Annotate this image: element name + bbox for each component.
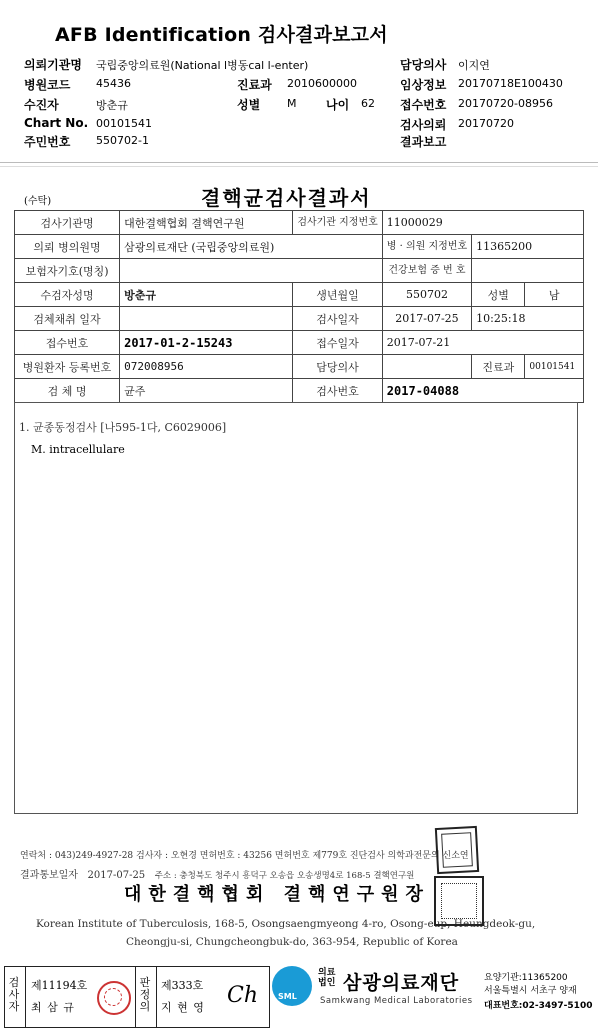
table-row: [15, 331, 584, 355]
brand-english: Samkwang Medical Laboratories: [320, 996, 473, 1006]
cell-value: 10:25:18: [472, 307, 584, 331]
table-row: [15, 283, 584, 307]
cell-label: 생년월일: [293, 283, 382, 307]
field-value-requester: 국립중앙의료원(National l병동cal l-enter): [96, 59, 309, 72]
field-value-receipt-no: 20170720-08956: [458, 97, 553, 110]
field-value-chart-no: 00101541: [96, 117, 152, 130]
cell-value: [120, 259, 383, 283]
director-seal: [434, 876, 484, 926]
cell-label: 검체채취 일자: [15, 307, 120, 331]
field-label-request-date: 검사의뢰: [400, 118, 447, 132]
cell-value: 550702: [382, 283, 471, 307]
table-row: [15, 235, 584, 259]
header-divider: [0, 162, 598, 163]
cell-label: 의뢰 병의원명: [15, 235, 120, 259]
field-label-patient: 수진자: [24, 98, 59, 112]
report-title: AFB Identification 검사결과보고서: [55, 24, 388, 46]
cell-value: 11000029: [382, 211, 583, 235]
inspector-label: 검사자: [8, 976, 20, 1013]
footer-organization: 대한결핵협회 결핵연구원장: [124, 884, 430, 905]
cell-label: 담당의사: [293, 355, 382, 379]
cell-value: 00101541: [525, 355, 584, 379]
cell-label: 접수일자: [293, 331, 382, 355]
field-label-hospital-code: 병원코드: [24, 78, 71, 92]
header-divider-2: [0, 166, 598, 167]
table-row: [15, 379, 584, 403]
cell-label: 성별: [472, 283, 525, 307]
cell-value: 방춘규: [120, 283, 293, 307]
table-row: [15, 355, 584, 379]
table-row: [15, 211, 584, 235]
cell-label: 접수번호: [15, 331, 120, 355]
consignment-tag: (수탁): [24, 196, 52, 207]
field-label-doctor: 담당의사: [400, 58, 447, 72]
logo-text: SML: [278, 992, 297, 1001]
footer-address: 주소 : 충청북도 청주시 흥덕구 오송읍 오송생명4로 168-5 결핵연구원: [154, 871, 415, 881]
field-label-report-date: 결과보고: [400, 135, 447, 149]
footer-date: 2017-07-25: [87, 870, 146, 881]
field-label-receipt-no: 접수번호: [400, 98, 447, 112]
field-label-resident-no: 주민번호: [24, 135, 71, 149]
divider: [156, 967, 157, 1027]
cell-value: 2017-01-2-15243: [120, 331, 293, 355]
scanned-report: [6, 172, 586, 962]
divider: [25, 967, 26, 1027]
cell-value: 삼광의료재단 (국립중앙의료원): [120, 235, 383, 259]
brand-prefix: 의료 법인: [318, 968, 336, 988]
field-label-requester: 의뢰기관명: [24, 58, 82, 72]
table-row: [15, 259, 584, 283]
footer-date-label: 결과통보일자: [20, 870, 78, 881]
cell-label: 검 체 명: [15, 379, 120, 403]
field-value-doctor: 이지연: [458, 59, 490, 72]
cell-value: [382, 355, 471, 379]
brand-name: 삼광의료재단: [343, 972, 460, 994]
cell-label: 병원환자 등록번호: [15, 355, 120, 379]
field-label-dept: 진료과: [237, 78, 272, 92]
field-value-sex: M: [287, 97, 297, 110]
signature-box: [4, 966, 270, 1028]
footer-contact: 연락처 : 043)249-4927-28 검사자 : 오현경 면허번호 : 43256 면허번호 제779호 진단검사 의학과전문의 신소연: [20, 851, 469, 861]
confirm-name: 지 현 영: [161, 1001, 205, 1014]
cell-label: 건강보험 증 번 호: [382, 259, 471, 283]
cell-value: 072008956: [120, 355, 293, 379]
report-header: [0, 0, 598, 162]
institution-code: 요양기관:11365200: [484, 973, 568, 983]
bottom-strip: [0, 962, 598, 1031]
cell-value: 2017-04088: [382, 379, 583, 403]
cell-label: 병 · 의원 지정번호: [382, 235, 471, 259]
divider: [135, 967, 136, 1027]
field-label-sex: 성별: [237, 98, 261, 112]
cell-label: 검사기관 지정번호: [293, 211, 382, 235]
confirm-label: 판정의: [139, 976, 151, 1013]
footer-english-address-2: Cheongju-si, Chungcheongbuk-do, 363-954, Republic of Korea: [126, 936, 458, 948]
confirm-number: 제333호: [161, 979, 204, 992]
field-value-hospital-code: 45436: [96, 77, 131, 90]
cell-label: 수검자성명: [15, 283, 120, 307]
inspector-seal: [97, 981, 131, 1015]
cell-value: 2017-07-25: [382, 307, 471, 331]
institution-phone: 대표번호:02-3497-5100: [484, 1001, 593, 1011]
table-row: [15, 307, 584, 331]
cell-label: 검사기관명: [15, 211, 120, 235]
cell-value: 11365200: [472, 235, 584, 259]
info-table: [14, 210, 584, 403]
doctor-signature: Ch: [227, 983, 259, 1008]
cell-label: 진료과: [472, 355, 525, 379]
cell-value: [472, 259, 584, 283]
field-label-clinical-info: 임상정보: [400, 78, 447, 92]
footer-date-line: [20, 866, 414, 881]
cell-label: 검사일자: [293, 307, 382, 331]
field-value-age: 62: [361, 97, 375, 110]
cell-label: 보험자기호(명칭): [15, 259, 120, 283]
document-title: 결핵균검사결과서: [201, 186, 372, 210]
official-seal: [435, 826, 479, 874]
footer-english-address-1: Korean Institute of Tuberculosis, 168-5, Osongsaengmyeong 4-ro, Osong-eup, Heungdeok-gu,: [36, 918, 536, 930]
field-label-age: 나이: [326, 98, 350, 112]
field-value-resident-no: 550702-1: [96, 134, 149, 147]
cell-value: [120, 307, 293, 331]
field-value-patient: 방춘규: [96, 99, 128, 112]
inspector-name: 최 삼 규: [31, 1001, 75, 1014]
result-organism: M. intracellulare: [31, 443, 125, 456]
result-test-line: 1. 균종동정검사 [나595-1다, C6029006]: [19, 421, 227, 434]
inspector-number: 제11194호: [31, 979, 88, 992]
cell-value: 2017-07-21: [382, 331, 583, 355]
cell-value: 대한결핵협회 결핵연구원: [120, 211, 293, 235]
field-label-chart-no: Chart No.: [24, 116, 89, 130]
institution-address: 서울특별시 서초구 양재: [484, 986, 577, 996]
result-box: [14, 402, 578, 814]
cell-value: 균주: [120, 379, 293, 403]
field-value-dept: 2010600000: [287, 77, 357, 90]
cell-label: 검사번호: [293, 379, 382, 403]
field-value-request-date: 20170720: [458, 117, 514, 130]
field-value-clinical-info: 20170718E100430: [458, 77, 563, 90]
cell-value: 남: [525, 283, 584, 307]
